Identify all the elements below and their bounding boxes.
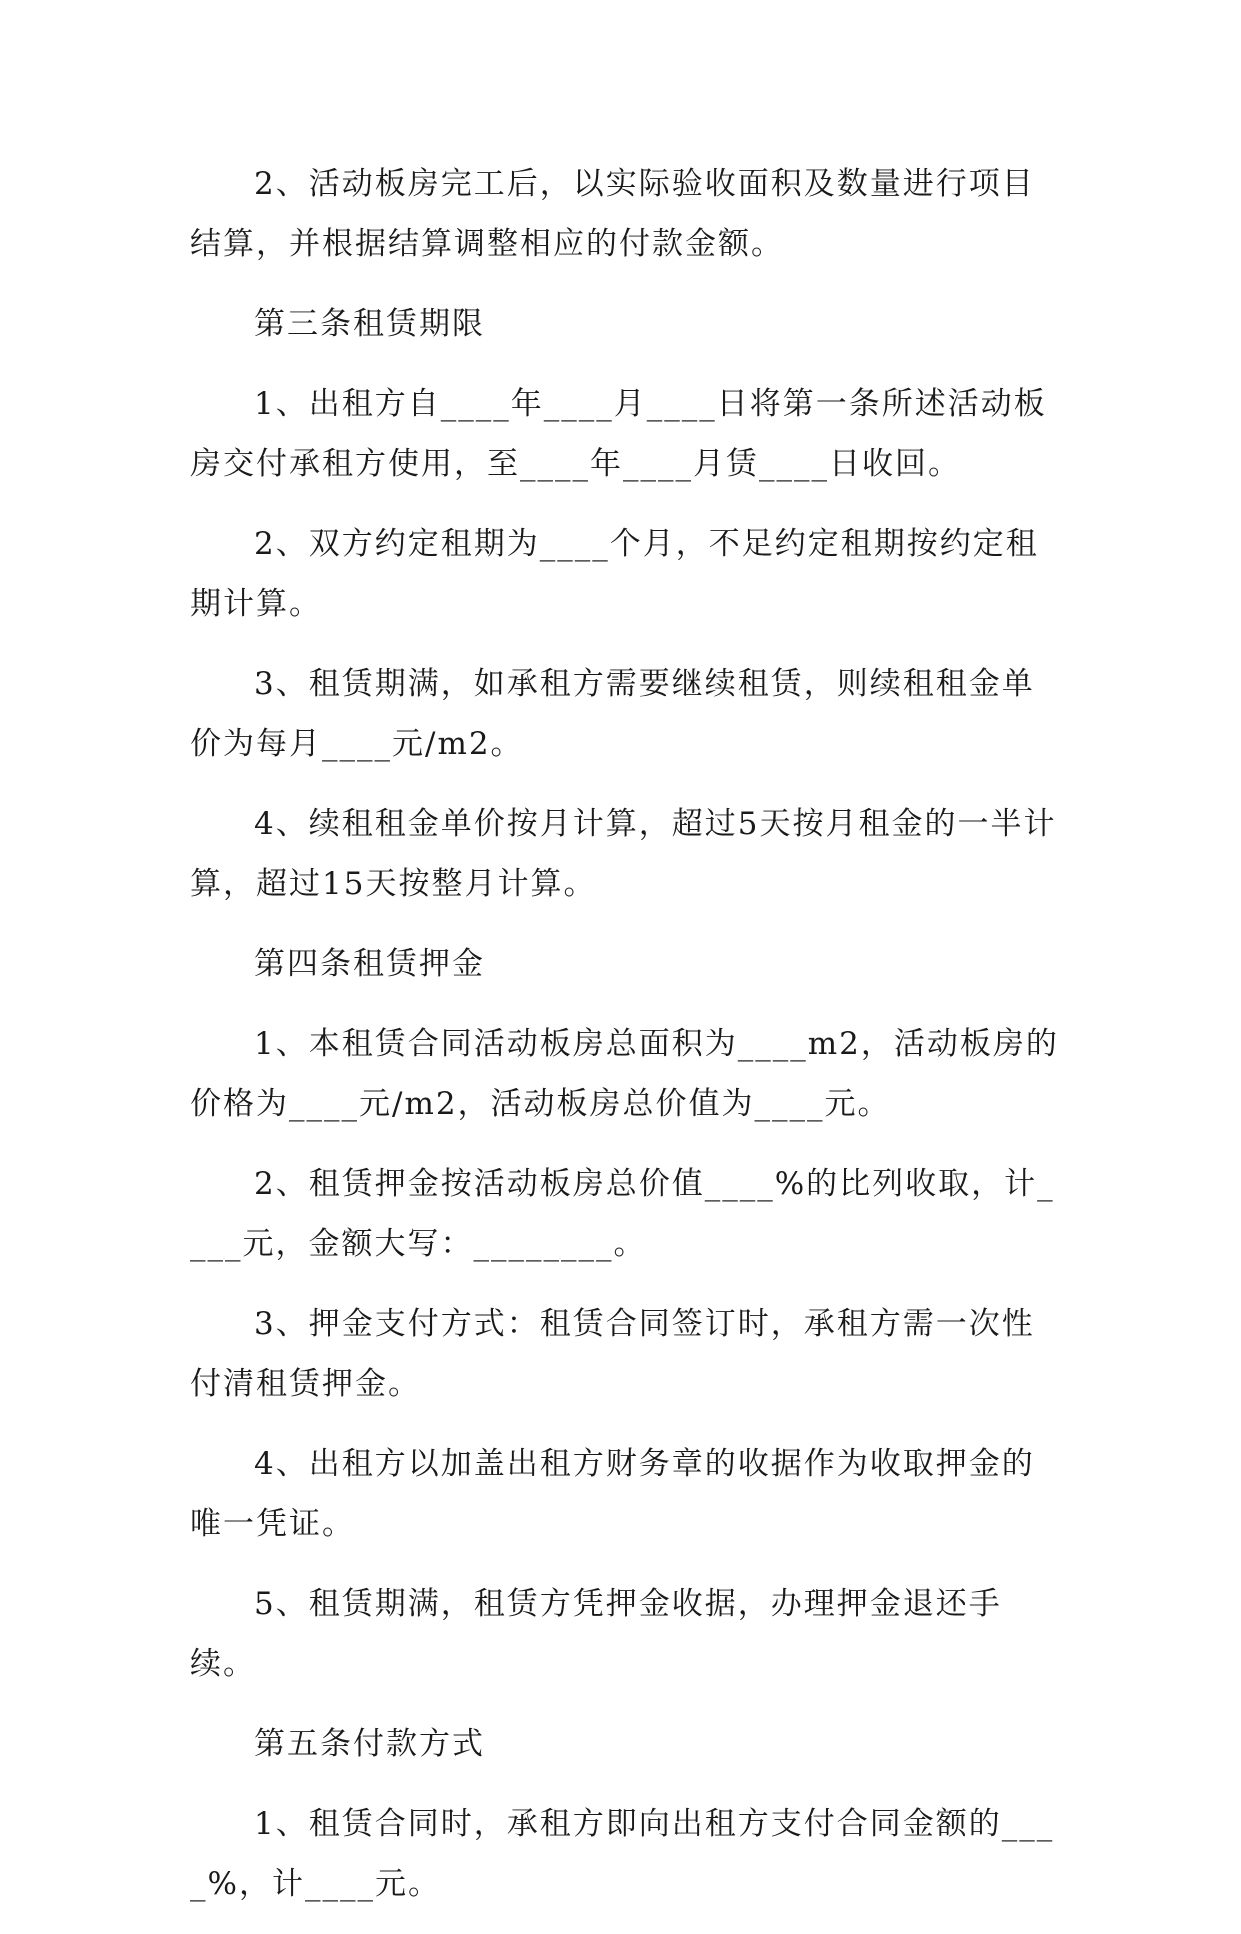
paragraph-total-area: 1、本租赁合同活动板房总面积为____m2，活动板房的价格为____元/m2，活动板房总价值为____元。 bbox=[190, 1026, 1059, 1122]
paragraph-renewal-calculation: 4、续租租金单价按月计算，超过5天按月租金的一半计算，超过15天按整月计算。 bbox=[190, 806, 1057, 902]
paragraph-deposit-ratio: 2、租赁押金按活动板房总价值____%的比列收取，计____元，金额大写：________。 bbox=[190, 1166, 1055, 1262]
paragraph-renewal-price: 3、租赁期满，如承租方需要继续租赁，则续租租金单价为每月____元/m2。 bbox=[190, 666, 1035, 762]
section-heading-lease-term: 第三条租赁期限 bbox=[254, 306, 485, 342]
paragraph-delivery-dates: 1、出租方自____年____月____日将第一条所述活动板房交付承租方使用，至____年____月赁____日收回。 bbox=[190, 386, 1047, 482]
paragraph-settlement: 2、活动板房完工后，以实际验收面积及数量进行项目结算，并根据结算调整相应的付款金额。 bbox=[190, 166, 1035, 262]
paragraph-initial-payment: 1、租赁合同时，承租方即向出租方支付合同金额的____%，计____元。 bbox=[190, 1806, 1055, 1902]
section-heading-payment-method: 第五条付款方式 bbox=[254, 1726, 485, 1762]
paragraph-lease-period: 2、双方约定租期为____个月，不足约定租期按约定租期计算。 bbox=[190, 526, 1039, 622]
paragraph-deposit-receipt: 4、出租方以加盖出租方财务章的收据作为收取押金的唯一凭证。 bbox=[190, 1446, 1035, 1542]
document-body bbox=[190, 154, 1060, 1934]
section-heading-deposit: 第四条租赁押金 bbox=[254, 946, 485, 982]
paragraph-deposit-refund: 5、租赁期满，租赁方凭押金收据，办理押金退还手续。 bbox=[190, 1586, 1002, 1682]
paragraph-deposit-payment: 3、押金支付方式：租赁合同签订时，承租方需一次性付清租赁押金。 bbox=[190, 1306, 1035, 1402]
